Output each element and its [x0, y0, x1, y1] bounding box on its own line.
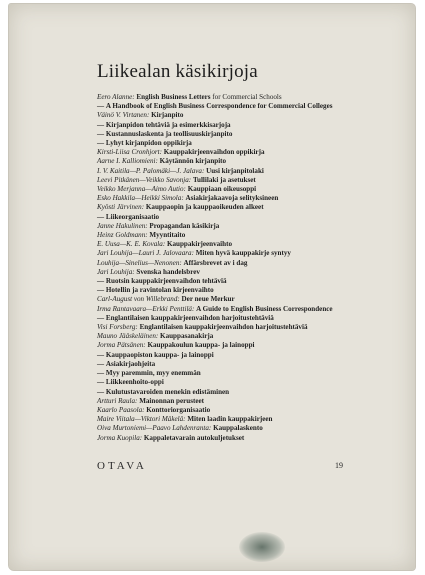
- list-item: [97, 185, 402, 194]
- book-author: Janne Hakulinen:: [97, 221, 148, 230]
- list-item: [97, 167, 402, 176]
- book-title: Myyntitaito: [149, 231, 186, 240]
- list-item: [97, 305, 402, 314]
- book-author: Kirsti-Liisa Cronhjort:: [97, 148, 162, 157]
- ditto-dash: —: [97, 120, 105, 129]
- book-title: Tullilaki ja asetukset: [192, 175, 256, 184]
- list-item: [97, 332, 402, 341]
- book-title: Kauppasanakirja: [160, 332, 214, 341]
- book-title: Lyhyt kirjanpidon oppikirja: [105, 139, 192, 148]
- book-title: Kauppakirjeenvaihto: [166, 240, 233, 249]
- book-author: I. V. Kaitila—P. Palomäki—J. Jalava:: [97, 166, 205, 175]
- book-author: Jorma Kuopila:: [97, 433, 143, 442]
- list-item: [97, 93, 402, 102]
- book-author: Väinö V. Virtanen:: [97, 111, 150, 120]
- book-title: Kappaletavarain autokuljetukset: [143, 433, 245, 442]
- book-title: Kauppalaskento: [213, 424, 263, 433]
- ditto-dash: —: [97, 350, 105, 359]
- book-title: A Handbook of English Business Correspondence for Commercial Colleges: [105, 102, 333, 111]
- list-item: [97, 406, 402, 415]
- ditto-dash: —: [97, 378, 105, 387]
- list-item: [97, 240, 402, 249]
- book-title: Kauppaopin ja kauppaoikeuden alkeet: [145, 203, 264, 212]
- book-author: Aarne I. Kalliomieni:: [97, 157, 158, 166]
- list-item: [97, 351, 402, 360]
- ditto-dash: —: [97, 286, 105, 295]
- book-title: Asiakirjaohjeita: [105, 359, 156, 368]
- list-item: [97, 341, 402, 350]
- list-item: [97, 277, 402, 286]
- book-author: Maire Viitala—Viktori Mäkelä:: [97, 415, 186, 424]
- book-title: Kirjanpidon tehtäviä ja esimerkkisarjoja: [105, 120, 231, 129]
- list-item: [97, 314, 402, 323]
- book-title: Kauppakoulun kauppa- ja lainoppi: [147, 341, 255, 350]
- book-author: E. Uusa—K. E. Kovala:: [97, 240, 166, 249]
- book-title: Kauppakirjeenvaihdon oppikirja: [163, 148, 265, 157]
- book-author: Kyösti Järvinen:: [97, 203, 145, 212]
- book-title: Propagandan käsikirja: [149, 221, 220, 230]
- list-item: [97, 102, 402, 111]
- list-item: [97, 434, 402, 443]
- book-subtitle: for Commercial Schools: [210, 93, 282, 101]
- book-title: Miten hyvä kauppakirje syntyy: [195, 249, 291, 258]
- list-item: [97, 121, 402, 130]
- list-item: [97, 203, 402, 212]
- ink-stain: [239, 532, 285, 562]
- book-title: A Guide to English Business Correspondence: [196, 304, 333, 313]
- book-author: Mauno Jääskeläinen:: [97, 332, 159, 341]
- list-item: [97, 249, 402, 258]
- book-title: English Business Letters: [136, 93, 211, 101]
- list-item: [97, 369, 402, 378]
- list-item: [97, 231, 402, 240]
- book-author: Veikko Merjanna—Aimo Autio:: [97, 185, 186, 194]
- list-item: [97, 130, 402, 139]
- book-author: Artturi Raula:: [97, 396, 138, 405]
- book-title: Konttoriorganisaatio: [146, 405, 211, 414]
- ditto-dash: —: [97, 369, 105, 378]
- book-author: Louhija—Sinelius—Nenonen:: [97, 258, 182, 267]
- book-title: Der neue Merkur: [181, 295, 235, 304]
- book-title: Ruotsin kauppakirjeenvaihdon tehtäviä: [105, 277, 227, 286]
- book-author: Esko Hakkila—Heikki Simola:: [97, 194, 184, 203]
- list-item: [97, 378, 402, 387]
- ditto-dash: —: [97, 102, 105, 111]
- ditto-dash: —: [97, 139, 105, 148]
- book-title: Mainonnan perusteet: [139, 396, 205, 405]
- list-item: [97, 222, 402, 231]
- list-item: [97, 194, 402, 203]
- list-item: [97, 139, 402, 148]
- list-item: [97, 388, 402, 397]
- book-title: Affärsbrevet av i dag: [183, 258, 248, 267]
- book-list: [97, 93, 402, 443]
- list-item: [97, 176, 402, 185]
- page-title: Liikealan käsikirjoja: [97, 61, 258, 82]
- book-author: Leevi Pitkänen—Veikko Savonja:: [97, 175, 192, 184]
- book-title: Asiakirjakaavoja selityksineen: [185, 194, 279, 203]
- ditto-dash: —: [97, 387, 105, 396]
- list-item: [97, 148, 402, 157]
- list-item: [97, 323, 402, 332]
- book-author: Heinz Goldmann:: [97, 231, 148, 240]
- book-title: Kulutustavaroiden menekin edistäminen: [105, 387, 230, 396]
- book-author: Visi Forsberg:: [97, 323, 138, 332]
- book-author: Oiva Murtoniemi—Paavo Lahdenranta:: [97, 424, 212, 433]
- book-title: Englantilaisen kauppakirjeenvaihdon harjoitustehtäviä: [139, 323, 308, 332]
- book-title: Liikkeenhoito-oppi: [105, 378, 164, 387]
- book-author: Eero Alanne:: [97, 93, 135, 101]
- book-author: Jorma Pätsänen:: [97, 341, 146, 350]
- list-item: [97, 397, 402, 406]
- list-item: [97, 111, 402, 120]
- ditto-dash: —: [97, 313, 105, 322]
- list-item: [97, 415, 402, 424]
- book-title: Käytännön kirjanpito: [159, 157, 227, 166]
- book-title: Kauppiaan oikeusoppi: [187, 185, 257, 194]
- book-title: Miten laadin kauppakirjeen: [187, 415, 273, 424]
- book-title: Kauppaopiston kauppa- ja lainoppi: [105, 350, 214, 359]
- book-title: Svenska handelsbrev: [136, 267, 200, 276]
- book-author: Irma Rantavaara—Erkki Penttilä:: [97, 304, 195, 313]
- book-title: Englantilaisen kauppakirjeenvaihdon harjoitustehtäviä: [105, 313, 274, 322]
- book-author: Carl-August von Willebrand:: [97, 295, 180, 304]
- list-item: [97, 268, 402, 277]
- page-number: 19: [335, 461, 343, 470]
- list-item: [97, 286, 402, 295]
- publisher-name: OTAVA: [97, 460, 147, 472]
- ditto-dash: —: [97, 129, 105, 138]
- list-item: [97, 213, 402, 222]
- ditto-dash: —: [97, 212, 105, 221]
- book-title: Kustannuslaskenta ja teollisuuskirjanpito: [105, 129, 233, 138]
- list-item: [97, 157, 402, 166]
- list-item: [97, 424, 402, 433]
- ditto-dash: —: [97, 277, 105, 286]
- book-author: Kaarlo Paasola:: [97, 405, 145, 414]
- book-title: Uusi kirjanpitolaki: [206, 166, 264, 175]
- book-title: Kirjanpito: [151, 111, 184, 120]
- book-author: Jari Louhija:: [97, 267, 135, 276]
- book-title: Myy paremmin, myy enemmän: [105, 369, 201, 378]
- book-author: Jari Louhija—Lauri J. Jalovaara:: [97, 249, 194, 258]
- list-item: [97, 360, 402, 369]
- book-title: Hotellin ja ravintolan kirjeenvaihto: [105, 286, 214, 295]
- book-title: Liikeorganisaatio: [105, 212, 160, 221]
- list-item: [97, 259, 402, 268]
- book-back-cover: [8, 3, 416, 571]
- ditto-dash: —: [97, 359, 105, 368]
- list-item: [97, 295, 402, 304]
